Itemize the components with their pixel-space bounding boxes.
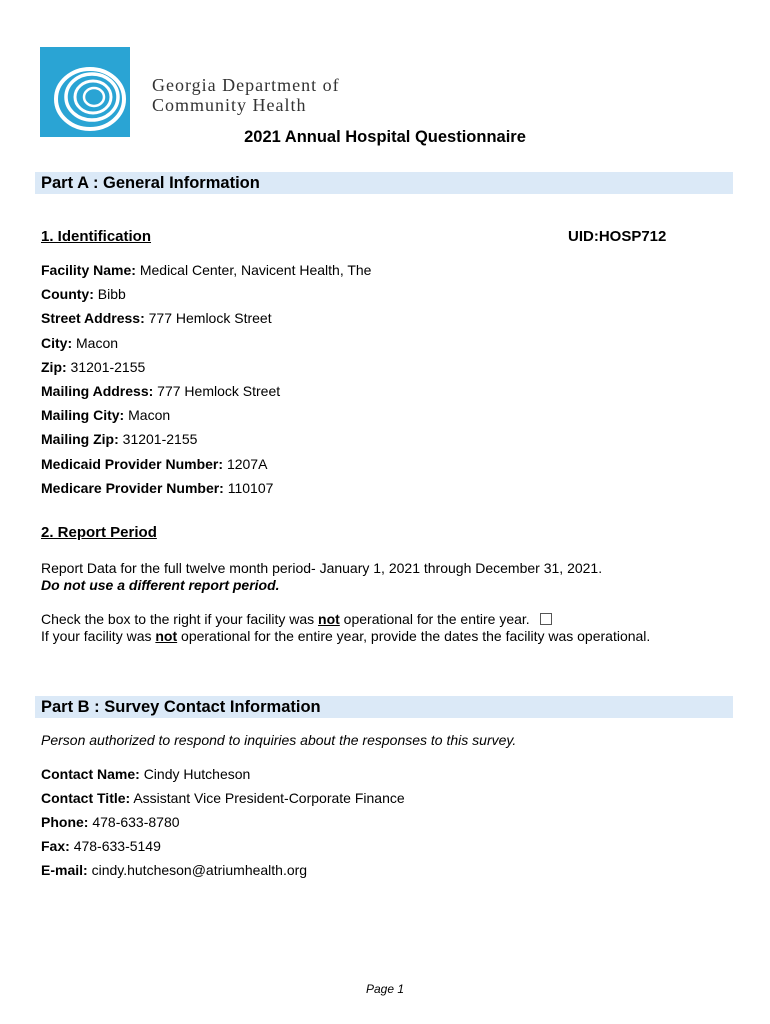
not-operational-line: Check the box to the right if your facility was not operational for the entire year. [41, 611, 552, 627]
facility-field-label: Street Address: [41, 310, 145, 327]
contact-field-row [41, 766, 250, 782]
facility-field-label: Medicare Provider Number: [41, 479, 224, 496]
facility-field-value: 777 Hemlock Street [157, 383, 281, 399]
contact-field-label: Fax: [41, 838, 70, 854]
org-line1: Georgia Department of [152, 75, 340, 95]
contact-intro: Person authorized to respond to inquiries about the responses to this survey. [41, 732, 517, 748]
identification-heading: 1. Identification [41, 228, 152, 245]
facility-field-value: Macon [128, 407, 171, 424]
facility-field-row [41, 262, 371, 278]
facility-field-label: Mailing Zip: [41, 431, 119, 448]
not-operational-checkbox[interactable] [540, 613, 552, 625]
part-b-heading: Part B : Survey Contact Information [35, 696, 733, 718]
contact-field-row [41, 814, 180, 830]
facility-field-label: County: [41, 286, 94, 303]
facility-field-value: 1207A [226, 455, 268, 472]
uid-label: UID:HOSP712 [568, 228, 667, 245]
facility-field-label: Zip: [41, 358, 67, 375]
contact-field-row [41, 838, 161, 854]
facility-field-row [41, 310, 272, 326]
facility-field-row [41, 456, 267, 472]
contact-field-value: 478-633-8780 [92, 814, 180, 830]
document-title: 2021 Annual Hospital Questionnaire [244, 128, 526, 146]
facility-field-value: Medical Center, Navicent Health, The [139, 262, 372, 278]
report-period-heading: 2. Report Period [41, 524, 157, 541]
contact-field-row [41, 790, 405, 806]
report-period-text: Report Data for the full twelve month period- January 1, 2021 through December 31, 2021. [41, 560, 603, 576]
page-number: Page 1 [365, 982, 405, 996]
operational-dates-line: If your facility was not operational for the entire year, provide the dates the facility was operational. [41, 628, 651, 644]
contact-field-value: 478-633-5149 [73, 838, 161, 854]
dch-logo [40, 47, 130, 137]
contact-field-label: E-mail: [41, 862, 88, 878]
org-name [152, 75, 340, 115]
facility-field-value: 31201-2155 [122, 431, 198, 448]
contact-field-label: Phone: [41, 814, 89, 830]
facility-field-row [41, 286, 126, 302]
facility-field-value: 110107 [227, 479, 274, 496]
org-line2: Community Health [152, 95, 307, 115]
facility-field-value: 31201-2155 [70, 358, 146, 375]
facility-field-row [41, 431, 197, 447]
contact-field-label: Contact Title: [41, 790, 131, 806]
facility-field-label: Facility Name: [41, 262, 136, 278]
contact-field-value: cindy.hutcheson@atriumhealth.org [91, 862, 308, 878]
facility-field-value: Macon [76, 334, 119, 351]
contact-field-row [41, 862, 307, 878]
facility-field-label: Mailing Address: [41, 383, 154, 399]
contact-field-label: Contact Name: [41, 766, 140, 782]
contact-field-value: Assistant Vice President-Corporate Finance [133, 790, 405, 806]
facility-field-value: Bibb [97, 286, 126, 303]
facility-field-row [41, 407, 170, 423]
facility-field-label: City: [41, 334, 73, 351]
contact-field-value: Cindy Hutcheson [143, 766, 251, 782]
facility-field-row [41, 383, 280, 399]
report-period-warning: Do not use a different report period. [41, 577, 280, 593]
facility-field-row [41, 335, 118, 351]
facility-field-row [41, 480, 273, 496]
facility-field-value: 777 Hemlock Street [148, 310, 272, 327]
part-a-heading: Part A : General Information [35, 172, 733, 194]
facility-field-label: Medicaid Provider Number: [41, 455, 224, 472]
facility-field-label: Mailing City: [41, 407, 125, 424]
facility-field-row [41, 359, 145, 375]
